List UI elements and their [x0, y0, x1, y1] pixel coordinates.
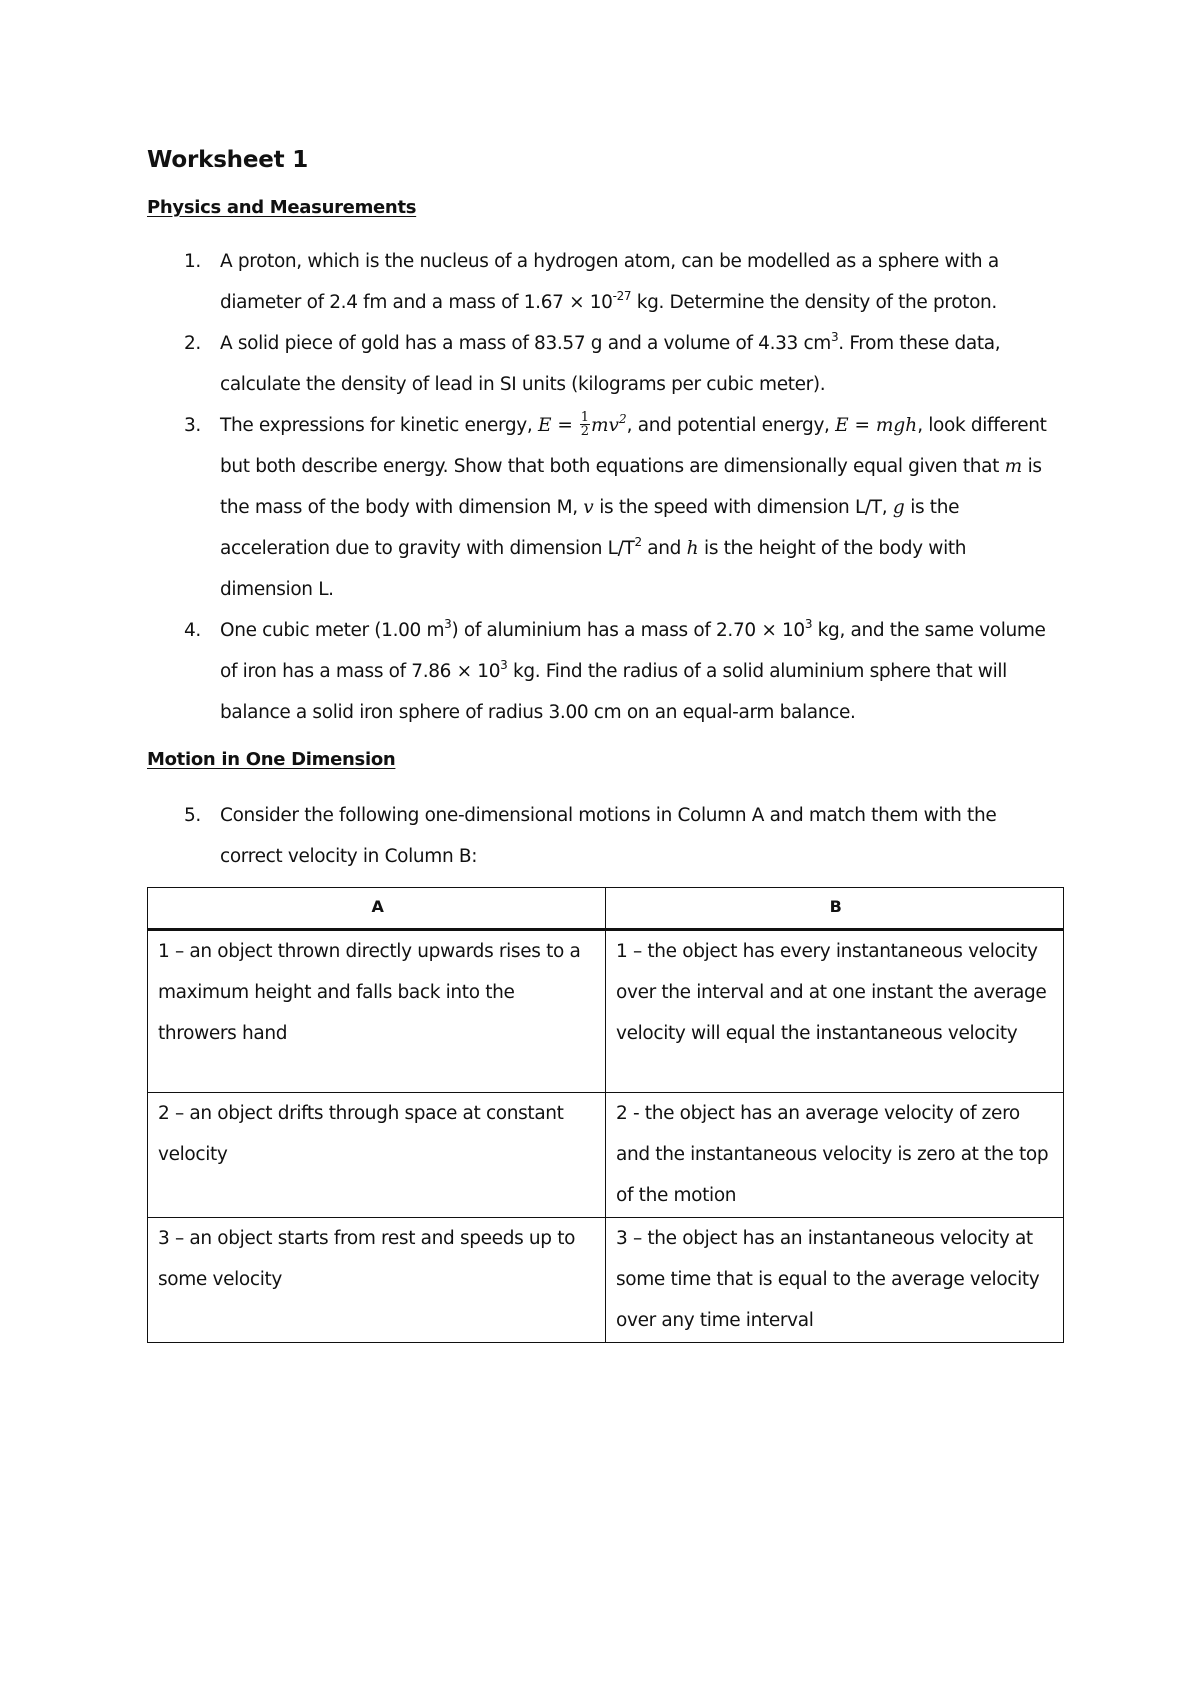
table-header-row	[148, 888, 1064, 930]
question-1: 1. A proton, which is the nucleus of a hydrogen atom, can be modelled as a sphere with a diameter of 2.4 fm and a mass of $1.67 \times 10^{-27}$ kg. Determine the density of the proton.	[147, 241, 1062, 323]
question-number: 4.	[184, 620, 201, 641]
column-a-cell: 2 – an object drifts through space at constant velocity	[148, 1093, 606, 1218]
physics-question-list	[147, 241, 1062, 733]
column-b-header: B	[606, 888, 1064, 930]
column-a-cell: 3 – an object starts from rest and speeds up to some velocity	[148, 1218, 606, 1343]
column-b-cell: 1 – the object has every instantaneous velocity over the interval and at one instant the average velocity will equal the instantaneous velocity	[606, 930, 1064, 1093]
question-number: 2.	[184, 333, 201, 354]
table-row	[148, 930, 1064, 1093]
motion-question-list	[147, 795, 1062, 877]
column-a-header: A	[148, 888, 606, 930]
question-number: 3.	[184, 415, 201, 436]
question-number: 1.	[184, 251, 201, 272]
column-b-cell: 2 - the object has an average velocity of zero and the instantaneous velocity is zero at the top of the motion	[606, 1093, 1064, 1218]
question-3: 3. The expressions for kinetic energy, E = $\frac{1}{2}$ $mv^2$, and potential energy, E = mgh, look different but both describe energy. Show that both equations are dimensionally equal given that m is the mass of the body with dimension M, v is the speed with dimension L/T, g is the acceleration due to gravity with dimension $L/T^2$ and h is the height of the body with dimension L.	[147, 405, 1062, 610]
question-5: 5. Consider the following one-dimensional motions in Column A and match them with the correct velocity in Column B:	[147, 795, 1062, 877]
one-half-fraction: $\frac{1}{2}$	[580, 409, 590, 439]
column-a-cell: 1 – an object thrown directly upwards rises to a maximum height and falls back into the throwers hand	[148, 930, 606, 1093]
question-2: 2. A solid piece of gold has a mass of 83.57 g and a volume of 4.33 $cm^3$. From these data, calculate the density of lead in SI units (kilograms per cubic meter).	[147, 323, 1062, 405]
section-heading-physics: Physics and Measurements	[147, 197, 417, 218]
question-number: 5.	[184, 805, 201, 826]
table-row	[148, 1218, 1064, 1343]
question-4: 4. One cubic meter (1.00 $m^3$) of aluminium has a mass of $2.70 \times 10^3$ kg, and the same volume of iron has a mass of $7.86 \times 10^3$ kg. Find the radius of a solid aluminium sphere that will balance a solid iron sphere of radius 3.00 cm on an equal-arm balance.	[147, 610, 1062, 733]
column-b-cell: 3 – the object has an instantaneous velocity at some time that is equal to the average velocity over any time interval	[606, 1218, 1064, 1343]
page-title: Worksheet 1	[147, 147, 309, 173]
section-heading-motion: Motion in One Dimension	[147, 749, 396, 770]
potential-energy-formula: E = mgh	[835, 415, 918, 436]
table-row	[148, 1093, 1064, 1218]
kinetic-energy-formula: E = $\frac{1}{2}$ $mv^2$	[537, 409, 627, 439]
worksheet-page	[147, 145, 1062, 1343]
matching-table	[147, 887, 1064, 1343]
